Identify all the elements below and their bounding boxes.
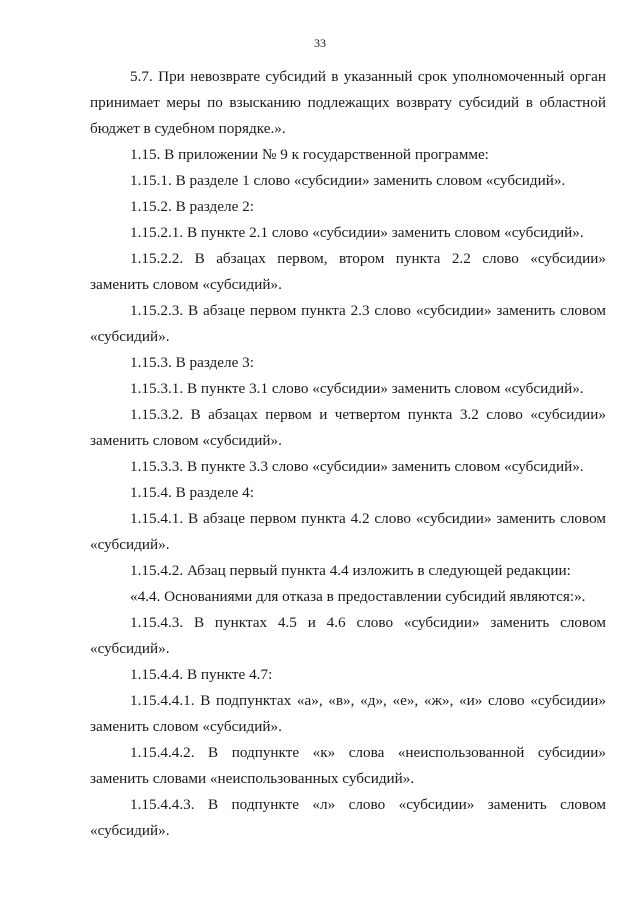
paragraph-1-15-3-3: 1.15.3.3. В пункте 3.3 слово «субсидии» заменить словом «субсидий». [130, 458, 584, 475]
paragraph-5-7: 5.7. При невозврате субсидий в указанный срок уполномоченный орган принимает меры по взысканию подлежащих возврату субсидий в областной бюджет в судебном порядке.». [90, 68, 606, 137]
paragraph-1-15-4-4: 1.15.4.4. В пункте 4.7: [130, 666, 273, 683]
paragraph-1-15-4-1: 1.15.4.1. В абзаце первом пункта 4.2 слово «субсидии» заменить словом «субсидий». [90, 510, 606, 553]
paragraph-1-15-3-1: 1.15.3.1. В пункте 3.1 слово «субсидии» заменить словом «субсидий». [130, 380, 584, 397]
paragraph-1-15-1: 1.15.1. В разделе 1 слово «субсидии» заменить словом «субсидий». [130, 172, 566, 189]
page-number: 33 [314, 36, 326, 50]
paragraph-1-15-3-2: 1.15.3.2. В абзацах первом и четвертом пункта 3.2 слово «субсидии» заменить словом «субсидий». [90, 406, 606, 449]
document-body [90, 64, 606, 844]
paragraph-1-15-4-2: 1.15.4.2. Абзац первый пункта 4.4 изложить в следующей редакции: [130, 562, 571, 579]
paragraph-1-15-3: 1.15.3. В разделе 3: [130, 354, 254, 371]
paragraph-1-15-2: 1.15.2. В разделе 2: [130, 198, 254, 215]
paragraph-1-15-4-4-1: 1.15.4.4.1. В подпунктах «а», «в», «д», «е», «ж», «и» слово «субсидии» заменить словом «субсидий». [90, 692, 606, 735]
paragraph-1-15-4: 1.15.4. В разделе 4: [130, 484, 254, 501]
paragraph-1-15-2-3: 1.15.2.3. В абзаце первом пункта 2.3 слово «субсидии» заменить словом «субсидий». [90, 302, 606, 345]
paragraph-1-15-4-3: 1.15.4.3. В пунктах 4.5 и 4.6 слово «субсидии» заменить словом «субсидий». [90, 614, 606, 657]
paragraph-1-15-2-1: 1.15.2.1. В пункте 2.1 слово «субсидии» заменить словом «субсидий». [130, 224, 584, 241]
paragraph-1-15: 1.15. В приложении № 9 к государственной программе: [130, 146, 489, 163]
paragraph-1-15-4-4-2: 1.15.4.4.2. В подпункте «к» слова «неиспользованной субсидии» заменить словами «неиспользованных субсидий». [90, 744, 606, 787]
paragraph-1-15-2-2: 1.15.2.2. В абзацах первом, втором пункта 2.2 слово «субсидии» заменить словом «субсидий». [90, 250, 606, 293]
paragraph-quoted-4-4: «4.4. Основаниями для отказа в предоставлении субсидий являются:». [130, 588, 586, 605]
paragraph-1-15-4-4-3: 1.15.4.4.3. В подпункте «л» слово «субсидии» заменить словом «субсидий». [90, 796, 606, 839]
